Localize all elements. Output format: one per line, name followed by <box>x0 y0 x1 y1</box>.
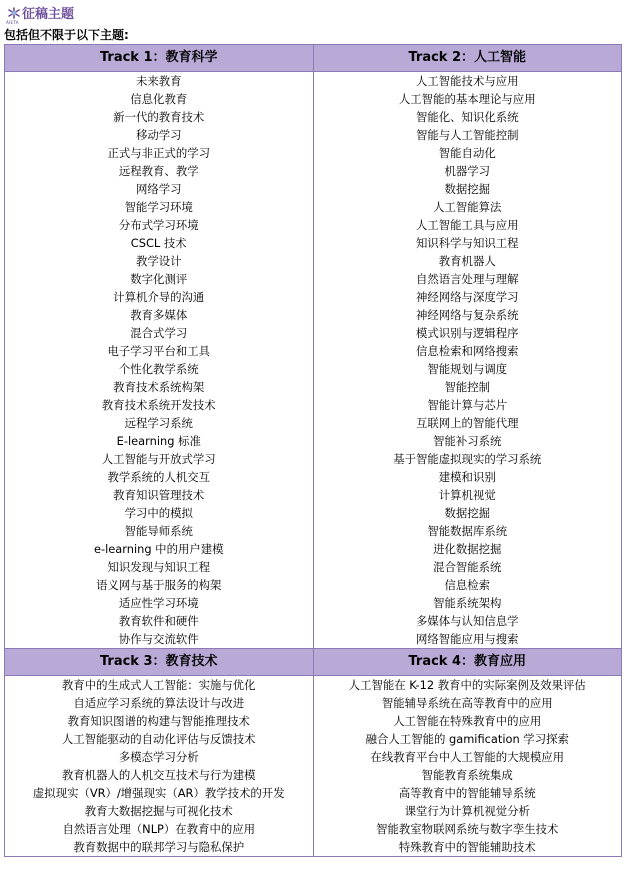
topic-item: CSCL 技术 <box>130 236 187 250</box>
topic-item: 教育知识管理技术 <box>113 488 205 502</box>
topic-item: 远程教育、教学 <box>118 164 199 178</box>
topic-item: 人工智能的基本理论与应用 <box>398 92 536 106</box>
topic-item: 数字化测评 <box>130 272 188 286</box>
topic-item: 基于智能虚拟现实的学习系统 <box>393 452 542 466</box>
topic-item: 智能规划与调度 <box>427 362 508 376</box>
topic-item: 智能学习环境 <box>124 200 193 214</box>
topic-item: 智能自动化 <box>438 146 496 160</box>
track-2-topics <box>313 72 622 649</box>
topic-item: 教育机器人的人机交互技术与行为建模 <box>61 768 256 782</box>
topic-item: 进化数据挖掘 <box>433 542 502 556</box>
topic-item: 教育技术系统开发技术 <box>101 398 216 412</box>
topic-item: 教学系统的人机交互 <box>107 470 211 484</box>
topic-item: 信息化教育 <box>130 92 188 106</box>
topic-item: E-learning 标准 <box>116 434 201 448</box>
track-3-title: Track 3：教育技术 <box>5 649 314 676</box>
topic-item: 互联网上的智能代理 <box>415 416 519 430</box>
table-row <box>5 676 622 857</box>
track-3-topics <box>5 676 314 857</box>
topic-item: 人工智能在特殊教育中的应用 <box>393 714 542 728</box>
topic-item: 智能教室物联网系统与数字孪生技术 <box>376 822 559 836</box>
topic-item: 适应性学习环境 <box>118 596 199 610</box>
topic-item: 教育数据中的联邦学习与隐私保护 <box>73 840 245 854</box>
topic-item: 教育机器人 <box>438 254 496 268</box>
section-header <box>0 0 627 26</box>
topic-item: 人工智能在 K-12 教育中的实际案例及效果评估 <box>348 678 586 692</box>
topic-item: 智能教育系统集成 <box>421 768 513 782</box>
topic-item: 信息检索和网络搜索 <box>415 344 519 358</box>
topic-item: 多模态学习分析 <box>118 750 199 764</box>
topic-item: 学习中的模拟 <box>124 506 193 520</box>
tracks-table <box>4 44 622 857</box>
topic-item: 网络智能应用与搜索 <box>415 632 519 646</box>
topic-item: 计算机介导的沟通 <box>113 290 205 304</box>
topic-item: 高等教育中的智能辅导系统 <box>398 786 536 800</box>
topic-item: 移动学习 <box>135 128 182 142</box>
page-title: 征稿主题 <box>22 7 75 22</box>
track-2-title: Track 2：人工智能 <box>313 45 622 72</box>
topic-item: 机器学习 <box>444 164 491 178</box>
topic-item: 建模和识别 <box>438 470 496 484</box>
topic-item: 混合式学习 <box>130 326 188 340</box>
topic-item: 教育中的生成式人工智能：实施与优化 <box>61 678 256 692</box>
topic-item: 模式识别与逻辑程序 <box>415 326 519 340</box>
topic-item: 语义网与基于服务的构架 <box>96 578 222 592</box>
table-row <box>5 72 622 649</box>
topic-item: 智能数据库系统 <box>427 524 508 538</box>
page-subtitle: 包括但不限于以下主题: <box>4 28 129 42</box>
topic-item: e-learning 中的用户建模 <box>93 542 224 556</box>
logo-text: AIETA <box>6 20 19 25</box>
topic-item: 在线教育平台中人工智能的大规模应用 <box>370 750 565 764</box>
table-header-row <box>5 649 622 676</box>
topic-item: 人工智能技术与应用 <box>415 74 519 88</box>
topic-item: 知识科学与知识工程 <box>415 236 519 250</box>
topic-item: 自适应学习系统的算法设计与改进 <box>73 696 245 710</box>
topic-item: 协作与交流软件 <box>118 632 199 646</box>
topic-item: 融合人工智能的 gamification 学习探索 <box>365 732 569 746</box>
topic-item: 特殊教育中的智能辅助技术 <box>398 840 536 854</box>
topic-item: 教育大数据挖掘与可视化技术 <box>84 804 233 818</box>
topic-item: 自然语言处理（NLP）在教育中的应用 <box>62 822 256 836</box>
table-header-row <box>5 45 622 72</box>
topic-item: 分布式学习环境 <box>118 218 199 232</box>
topic-item: 虚拟现实（VR）/增强现实（AR）教学技术的开发 <box>32 786 285 800</box>
track-4-title: Track 4：教育应用 <box>313 649 622 676</box>
topic-item: 人工智能与开放式学习 <box>101 452 216 466</box>
track-1-topics <box>5 72 314 649</box>
topic-item: 神经网络与复杂系统 <box>415 308 519 322</box>
topic-item: 教育多媒体 <box>130 308 188 322</box>
topic-item: 智能补习系统 <box>433 434 502 448</box>
topic-item: 人工智能驱动的自动化评估与反馈技术 <box>61 732 256 746</box>
topic-item: 信息检索 <box>444 578 491 592</box>
topic-item: 人工智能工具与应用 <box>415 218 519 232</box>
topic-item: 电子学习平台和工具 <box>107 344 211 358</box>
topic-item: 人工智能算法 <box>433 200 502 214</box>
topic-item: 教育知识图谱的构建与智能推理技术 <box>67 714 250 728</box>
track-4-topics <box>313 676 622 857</box>
track-1-title: Track 1：教育科学 <box>5 45 314 72</box>
topic-item: 多媒体与认知信息学 <box>415 614 519 628</box>
topic-item: 未来教育 <box>135 74 182 88</box>
topic-item: 知识发现与知识工程 <box>107 560 211 574</box>
topic-item: 远程学习系统 <box>124 416 193 430</box>
topic-item: 神经网络与深度学习 <box>415 290 519 304</box>
topic-item: 课堂行为计算机视觉分析 <box>404 804 530 818</box>
topic-item: 智能系统架构 <box>433 596 502 610</box>
topic-item: 智能辅导系统在高等教育中的应用 <box>381 696 553 710</box>
topic-item: 智能计算与芯片 <box>427 398 508 412</box>
topic-item: 正式与非正式的学习 <box>107 146 211 160</box>
topic-item: 教学设计 <box>135 254 182 268</box>
topic-item: 网络学习 <box>135 182 182 196</box>
topic-item: 智能与人工智能控制 <box>415 128 519 142</box>
topic-item: 数据挖掘 <box>444 182 491 196</box>
topic-item: 新一代的教育技术 <box>113 110 205 124</box>
topic-item: 数据挖掘 <box>444 506 491 520</box>
topic-item: 智能化、知识化系统 <box>415 110 519 124</box>
topic-item: 智能控制 <box>444 380 491 394</box>
topic-item: 教育软件和硬件 <box>118 614 199 628</box>
topic-item: 个性化教学系统 <box>118 362 199 376</box>
topic-item: 混合智能系统 <box>433 560 502 574</box>
topic-item: 自然语言处理与理解 <box>415 272 519 286</box>
topic-item: 计算机视觉 <box>438 488 496 502</box>
topic-item: 智能导师系统 <box>124 524 193 538</box>
topic-item: 教育技术系统构架 <box>113 380 205 394</box>
